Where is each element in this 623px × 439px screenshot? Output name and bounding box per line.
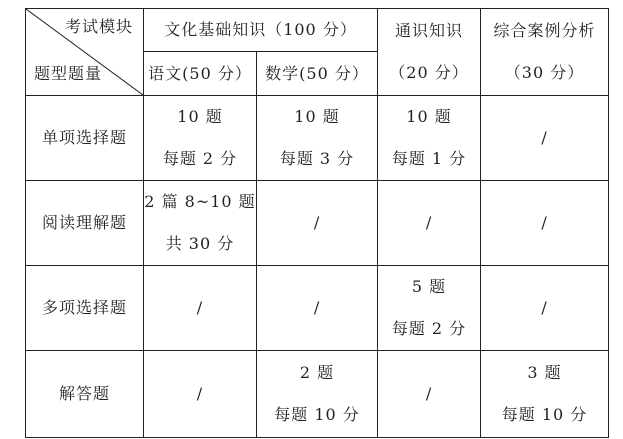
header-general <box>378 9 481 96</box>
cell-text: / <box>425 384 433 403</box>
exam-structure-table <box>25 8 609 438</box>
cell-case <box>481 266 609 351</box>
cell-chinese <box>144 351 257 438</box>
table-row <box>26 181 609 266</box>
cell-text: / <box>196 298 204 317</box>
cell-text: / <box>313 298 321 317</box>
header-chinese: 语文(50 分） <box>144 52 257 96</box>
cell-text: 每题 10 分 <box>501 405 588 424</box>
cell-math <box>257 96 378 181</box>
cell-text: 2 篇 8~10 题 <box>144 192 256 211</box>
cell-case <box>481 181 609 266</box>
cell-general <box>378 96 481 181</box>
cell-general <box>378 351 481 438</box>
cell-math <box>257 351 378 438</box>
cell-case <box>481 351 609 438</box>
header-math: 数学(50 分） <box>257 52 378 96</box>
header-general-line1: 通识知识 <box>395 21 464 40</box>
cell-text: 每题 2 分 <box>391 319 467 338</box>
cell-text: 2 题 <box>299 363 335 382</box>
header-row-1 <box>26 9 609 52</box>
cell-text: 每题 3 分 <box>279 149 355 168</box>
header-case-line1: 综合案例分析 <box>493 21 596 40</box>
header-culture: 文化基础知识（100 分） <box>144 9 378 52</box>
cell-text: 3 题 <box>527 363 562 382</box>
cell-text: / <box>541 213 548 232</box>
cell-general <box>378 266 481 351</box>
cell-text: 10 题 <box>406 107 452 126</box>
cell-text: 共 30 分 <box>165 234 235 253</box>
cell-text: 10 题 <box>294 107 340 126</box>
cell-text: 5 题 <box>411 277 447 296</box>
cell-text: 每题 1 分 <box>391 149 467 168</box>
row-label: 多项选择题 <box>26 266 144 351</box>
cell-case <box>481 96 609 181</box>
cell-text: / <box>425 213 433 232</box>
cell-text: / <box>541 298 548 317</box>
corner-top-label: 考试模块 <box>64 17 133 36</box>
cell-chinese <box>144 266 257 351</box>
cell-text: / <box>313 213 321 232</box>
table-row <box>26 96 609 181</box>
table-row <box>26 351 609 438</box>
cell-chinese <box>144 96 257 181</box>
cell-math <box>257 181 378 266</box>
cell-math <box>257 266 378 351</box>
header-case-line2: （30 分） <box>504 63 585 82</box>
header-case <box>481 9 609 96</box>
cell-text: 10 题 <box>177 107 223 126</box>
cell-general <box>378 181 481 266</box>
header-general-line2: （20 分） <box>389 63 469 82</box>
cell-text: 每题 10 分 <box>274 405 360 424</box>
cell-chinese <box>144 181 257 266</box>
row-label: 单项选择题 <box>26 96 144 181</box>
table-row <box>26 266 609 351</box>
cell-text: / <box>541 128 548 147</box>
cell-text: 每题 2 分 <box>162 149 238 168</box>
exam-structure-table-container <box>25 8 608 431</box>
corner-bottom-label: 题型题量 <box>34 64 103 83</box>
cell-text: / <box>196 384 204 403</box>
corner-cell <box>26 9 144 96</box>
row-label: 阅读理解题 <box>26 181 144 266</box>
row-label: 解答题 <box>26 351 144 438</box>
table-body <box>26 96 609 438</box>
